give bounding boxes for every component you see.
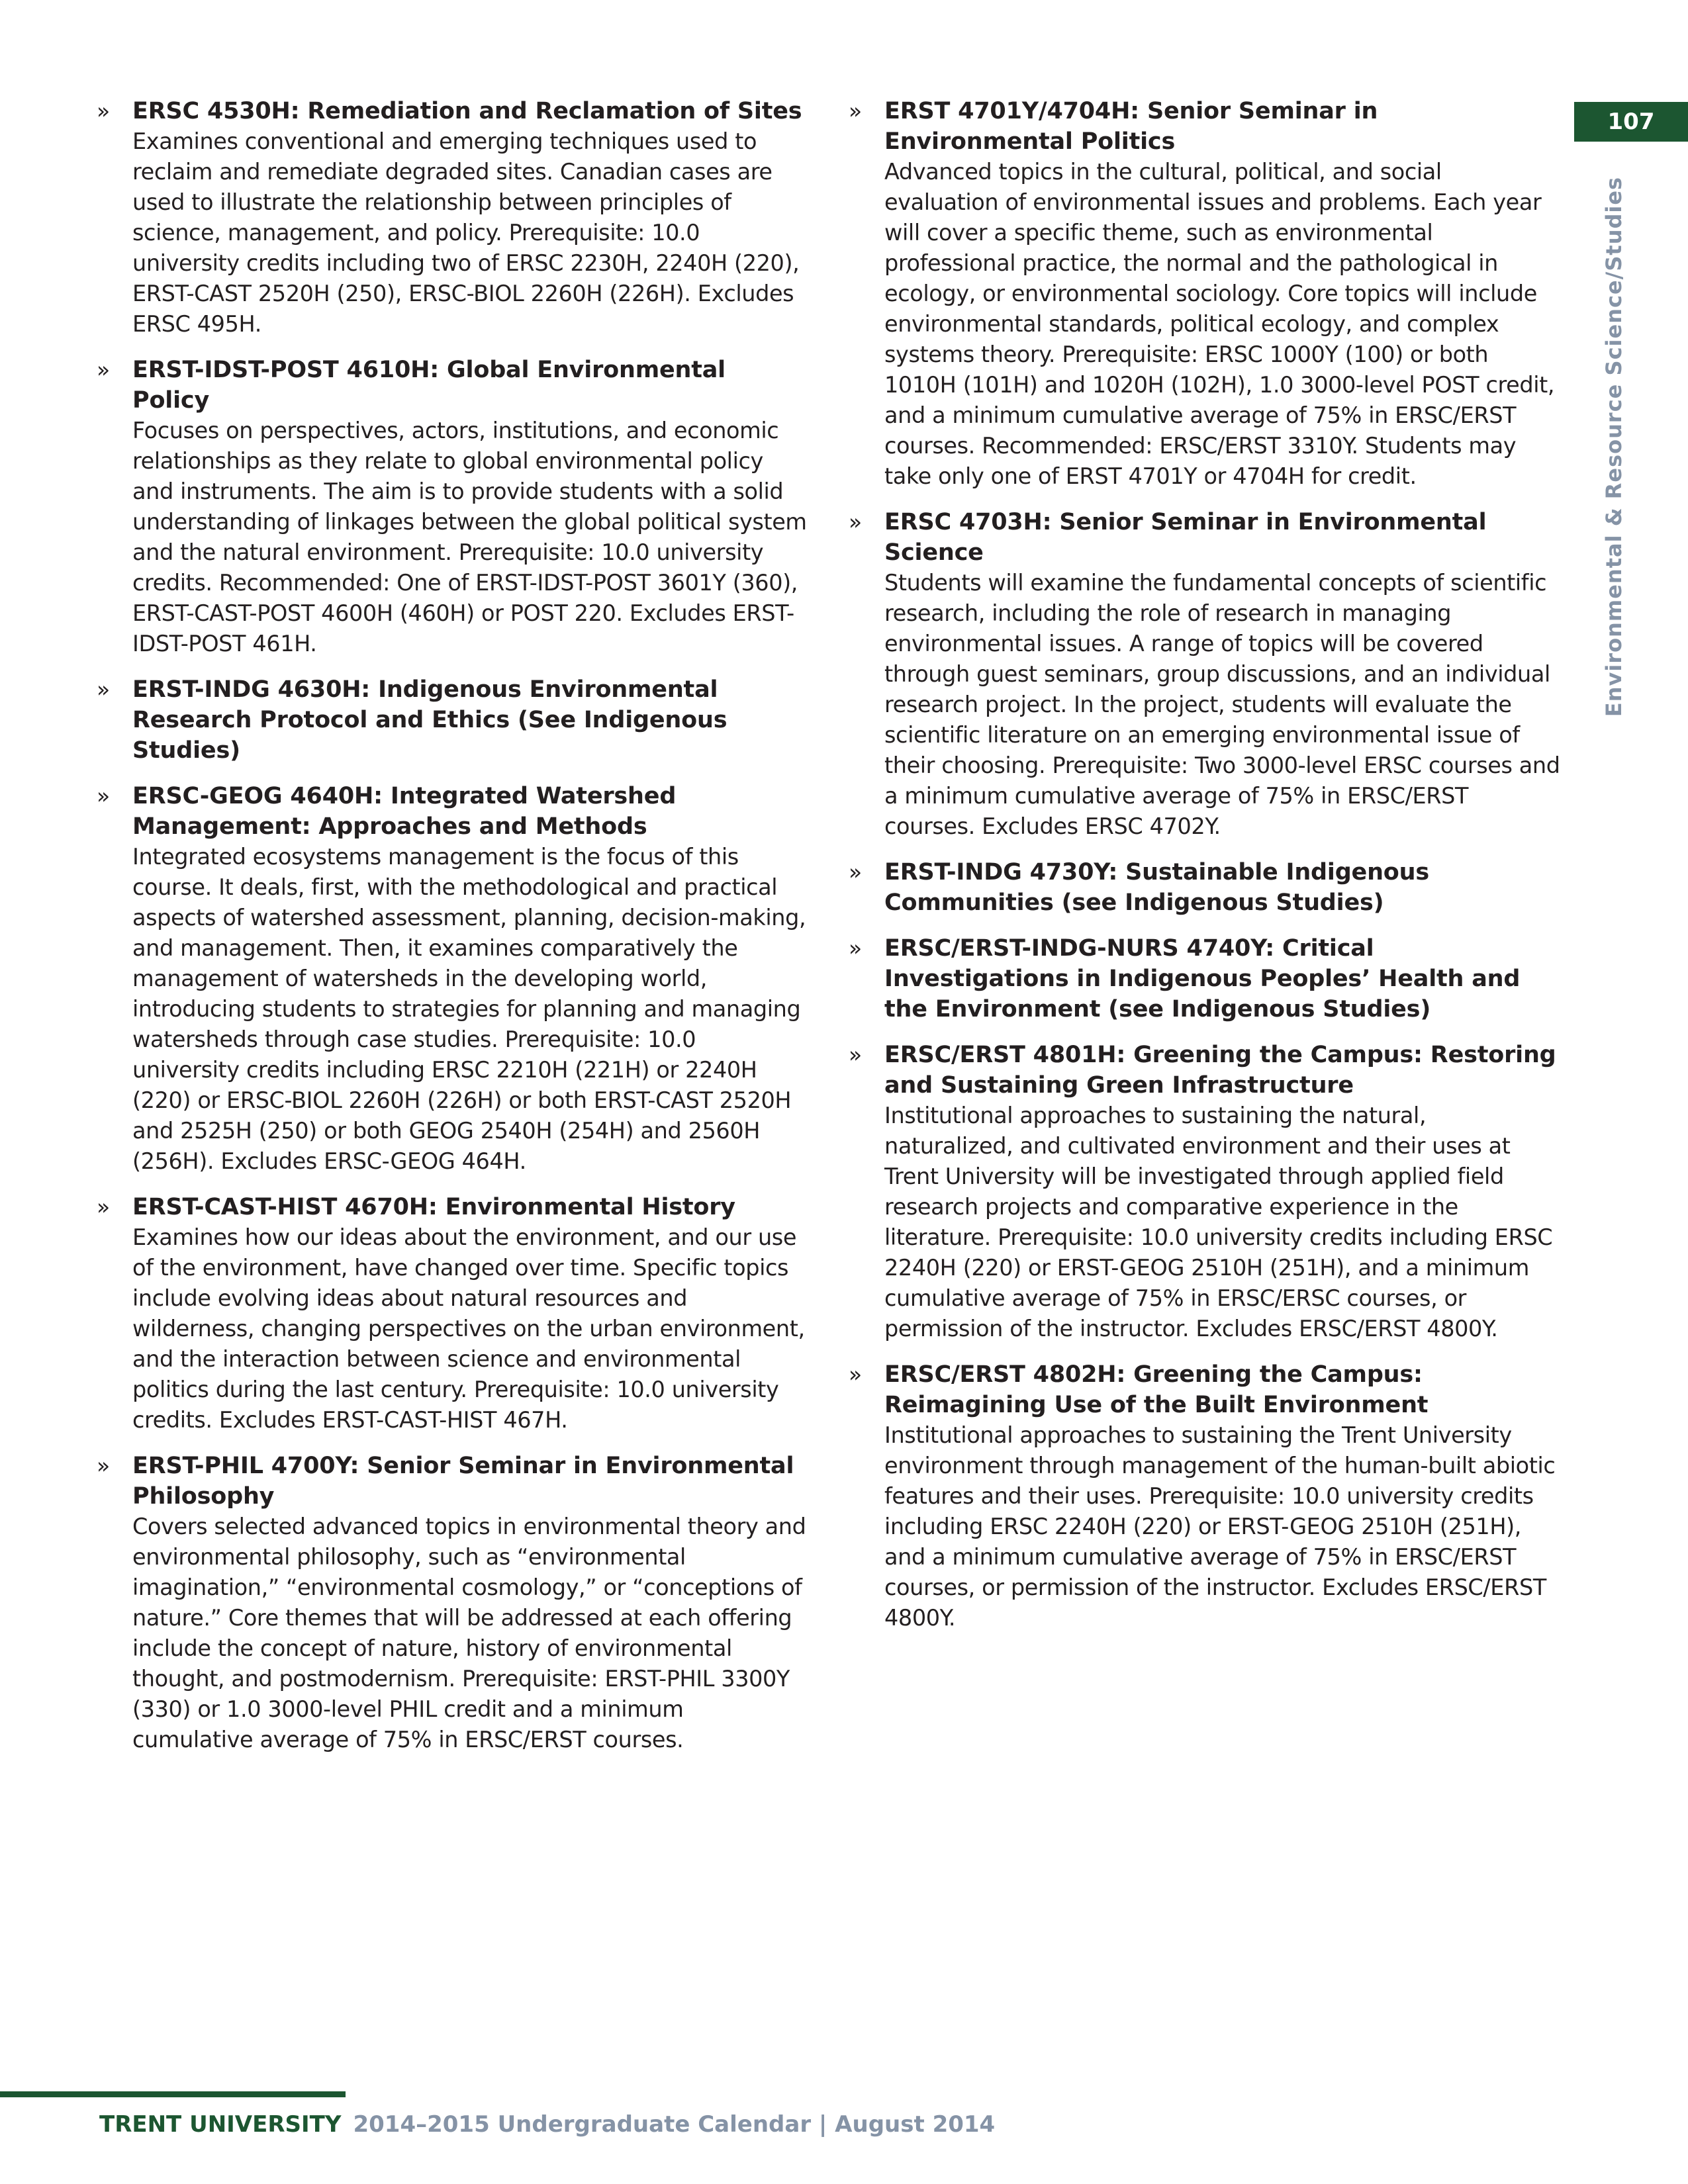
course-entry [845,1040,1561,1344]
course-title: ERST-INDG 4630H: Indigenous Environmental Research Protocol and Ethics (See Indigenous Studies) [132,676,727,764]
course-title: ERSC 4530H: Remediation and Reclamation of Sites [132,98,802,124]
course-description: Integrated ecosystems management is the focus of this course. It deals, first, with the methodological and practical aspects of watershed assessment, planning, decision-making, and management. Then, it examines comparatively the management of watersheds in the developing world, introducing students to strategies for planning and managing watersheds through case studies. Prerequisite: 10.0 university credits including ERSC 2210H (221H) or 2240H (220) or ERSC-BIOL 2260H (226H) or both ERST-CAST 2520H and 2525H (250) or both GEOG 2540H (254H) and 2560H (256H). Excludes ERSC-GEOG 464H. [132,844,806,1174]
course-title: ERSC-GEOG 4640H: Integrated Watershed Management: Approaches and Methods [132,783,677,840]
course-description: Covers selected advanced topics in environmental theory and environmental philosophy, such as “environmental imagination,” “environmental cosmology,” or “conceptions of nature.” Core themes that will be addressed at each offering include the concept of nature, history of environmental thought, and postmodernism. Prerequisite: ERST-PHIL 3300Y (330) or 1.0 3000-level PHIL credit and a minimum cumulative average of 75% in ERSC/ERST courses. [132,1514,806,1752]
bullet-glyph: » [97,783,111,809]
course-title: ERST-INDG 4730Y: Sustainable Indigenous Communities (see Indigenous Studies) [884,859,1430,916]
course-entry [845,507,1561,842]
bullet-glyph: » [849,1361,863,1387]
course-description: Examines conventional and emerging techniques used to reclaim and remediate degraded sites. Canadian cases are used to illustrate the relationship between principles of science, management, and policy. Prerequisite: 10.0 university credits including two of ERSC 2230H, 2240H (220), ERST-CAST 2520H (250), ERSC-BIOL 2260H (226H). Excludes ERSC 495H. [132,128,800,337]
course-title: ERSC 4703H: Senior Seminar in Environmental Science [884,509,1487,566]
bullet-glyph: » [97,357,111,383]
bullet-glyph: » [849,859,863,885]
course-description: Focuses on perspectives, actors, institutions, and economic relationships as they relate to global environmental policy and instruments. The aim is to provide students with a solid understanding of linkages between the global political system and the natural environment. Prerequisite: 10.0 university credits. Recommended: One of ERST-IDST-POST 3601Y (360), ERST-CAST-POST 4600H (460H) or POST 220. Excludes ERST-IDST-POST 461H. [132,418,807,657]
course-description: Advanced topics in the cultural, political, and social evaluation of environmental issues and problems. Each year will cover a specific theme, such as environmental professional practice, the normal and the pathological in ecology, or environmental sociology. Core topics will include environmental standards, political ecology, and complex systems theory. Prerequisite: ERSC 1000Y (100) or both 1010H (101H) and 1020H (102H), 1.0 3000-level POST credit, and a minimum cumulative average of 75% in ERSC/ERST courses. Recommended: ERSC/ERST 3310Y. Students may take only one of ERST 4701Y or 4704H for credit. [884,159,1555,489]
footer-calendar: 2014–2015 Undergraduate Calendar | August 2014 [353,2111,996,2138]
footer-university: TRENT UNIVERSITY [99,2111,342,2138]
course-description: Institutional approaches to sustaining the Trent University environment through management of the human-built abiotic features and their uses. Prerequisite: 10.0 university credits including ERSC 2240H (220) or ERST-GEOG 2510H (251H), and a minimum cumulative average of 75% in ERSC/ERST courses, or permission of the instructor. Excludes ERSC/ERST 4800Y. [884,1422,1556,1631]
bullet-glyph: » [97,1194,111,1220]
course-description: Students will examine the fundamental concepts of scientific research, including the role of research in managing environmental issues. A range of topics will be covered through guest seminars, group discussions, and an individual research project. In the project, students will evaluate the scientific literature on an emerging environmental issue of their choosing. Prerequisite: Two 3000-level ERSC courses and a minimum cumulative average of 75% in ERSC/ERST courses. Excludes ERSC 4702Y. [884,570,1560,839]
course-title: ERST-CAST-HIST 4670H: Environmental History [132,1194,735,1220]
course-entry [93,674,809,766]
bullet-glyph: » [97,1453,111,1479]
bullet-glyph: » [849,98,863,124]
bullet-glyph: » [849,509,863,535]
course-entry [93,781,809,1177]
course-entry [93,1192,809,1435]
course-entry [845,96,1561,492]
course-entry [845,1359,1561,1633]
course-title: ERSC/ERST 4801H: Greening the Campus: Restoring and Sustaining Green Infrastructure [884,1042,1556,1099]
bullet-glyph: » [849,1042,863,1068]
course-title: ERST-IDST-POST 4610H: Global Environmental Policy [132,357,726,414]
course-entry [93,96,809,340]
bullet-glyph: » [97,98,111,124]
course-entry [93,355,809,659]
footer-rule [0,2091,346,2097]
course-title: ERSC/ERST 4802H: Greening the Campus: Reimagining Use of the Built Environment [884,1361,1429,1418]
left-column [93,96,809,1770]
footer [99,2111,995,2138]
course-entry [845,857,1561,918]
course-description: Examines how our ideas about the environment, and our use of the environment, have changed over time. Specific topics include evolving ideas about natural resources and wilderness, changing perspectives on the urban environment, and the interaction between science and environmental politics during the last century. Prerequisite: 10.0 university credits. Excludes ERST-CAST-HIST 467H. [132,1224,805,1433]
course-entry [93,1451,809,1755]
right-column [845,96,1561,1649]
course-title: ERST-PHIL 4700Y: Senior Seminar in Environmental Philosophy [132,1453,794,1510]
course-title: ERSC/ERST-INDG-NURS 4740Y: Critical Investigations in Indigenous Peoples’ Health and the Environment (see Indigenous Studies) [884,935,1521,1023]
course-description: Institutional approaches to sustaining the natural, naturalized, and cultivated environment and their uses at Trent University will be investigated through applied field research projects and comparative experience in the literature. Prerequisite: 10.0 university credits including ERSC 2240H (220) or ERST-GEOG 2510H (251H), and a minimum cumulative average of 75% in ERSC/ERSC courses, or permission of the instructor. Excludes ERSC/ERST 4800Y. [884,1103,1553,1342]
bullet-glyph: » [849,935,863,961]
course-entry [845,933,1561,1024]
side-section-label-wrap [1587,165,1640,728]
page-number: 107 [1574,102,1688,142]
side-section-label: Environmental & Resource Science/Studies [1601,176,1626,717]
bullet-glyph: » [97,676,111,702]
course-title: ERST 4701Y/4704H: Senior Seminar in Environmental Politics [884,98,1378,155]
